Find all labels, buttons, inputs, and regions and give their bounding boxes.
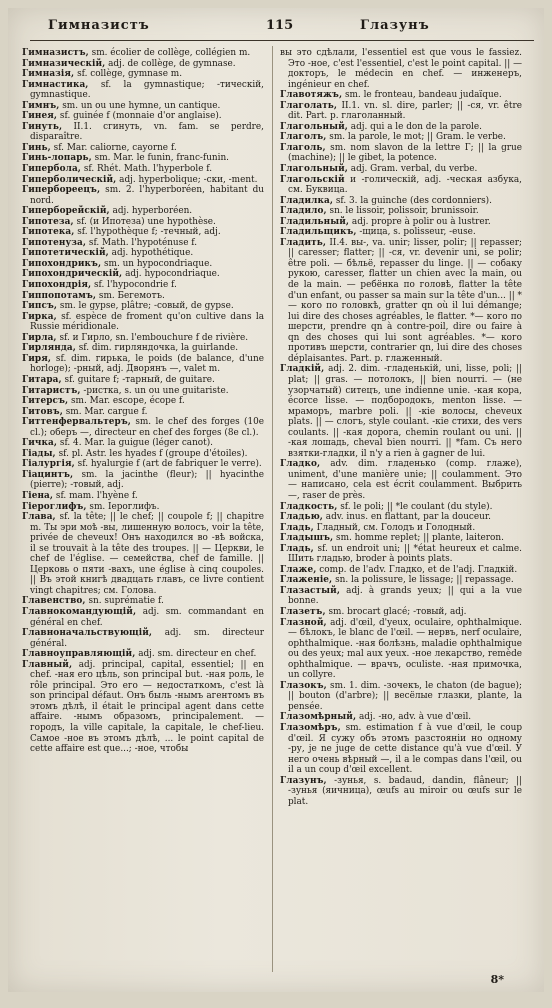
- entry-headword: Глаженіе,: [280, 575, 333, 586]
- entry-headword: Гитара,: [22, 374, 62, 385]
- entry-definition: sf. mam. l'hyène f.: [53, 490, 138, 501]
- dictionary-entry: [280, 565, 522, 576]
- running-header: [8, 18, 544, 40]
- entry-definition: sm. 1. dim. -зочекъ, le chaton (de bague); || bouton (d'arbre); || весёлые глазки, plante, la pensée.: [288, 680, 522, 712]
- entry-definition: sm. Бегемотъ.: [96, 290, 165, 301]
- dictionary-entry: [22, 248, 264, 259]
- entry-headword: Глагольный,: [280, 164, 348, 175]
- entry-headword: Гладильщикъ,: [280, 227, 357, 238]
- entry-definition: sn. le lissoir, polissoir, brunissoir.: [326, 206, 479, 217]
- entry-headword: Гиперболическій,: [22, 174, 117, 185]
- dictionary-entry: [22, 333, 264, 344]
- dictionary-entry: [280, 459, 522, 501]
- entry-headword: Гіероглифъ,: [22, 501, 87, 512]
- entry-headword: Глазной,: [280, 617, 327, 628]
- dictionary-entry: [22, 375, 264, 386]
- dictionary-entry: [280, 607, 522, 618]
- dictionary-entry: [22, 259, 264, 270]
- entry-definition: -ристка, s. un ou une guitariste.: [80, 385, 229, 396]
- entry-headword: Гипотека,: [22, 227, 75, 238]
- entry-headword: Главенство,: [22, 596, 86, 607]
- entry-headword: Глазомѣръ,: [280, 723, 341, 733]
- entry-definition: Гладный, см. Голодъ и Голодный.: [313, 522, 476, 533]
- entry-definition: adj. sm. directeur général.: [30, 628, 264, 649]
- dictionary-entry: [280, 175, 522, 196]
- dictionary-entry: [22, 628, 264, 649]
- entry-headword: Гимнастика,: [22, 79, 89, 90]
- entry-headword: Глазокъ,: [280, 680, 327, 691]
- entry-headword: Глаже,: [280, 564, 317, 575]
- entry-definition: adj. d'œil, d'yeux, oculaire, ophthalmique. — бѣлокъ, le blanc de l'œil. — нервъ, nerf oculaire, ophthalmique. -ная болѣзнь, maladie ophthalmique ou des yeux; mal aux yeux. -ное лекарство, remède ophthalmique. — врачъ, oculiste. -ная примочка, un collyre.: [288, 617, 522, 681]
- entry-headword: Гирла,: [22, 332, 57, 343]
- entry-headword: Гладить,: [280, 237, 327, 248]
- entry-headword: Гинь,: [22, 142, 51, 153]
- entry-headword: Гладкость,: [280, 501, 338, 512]
- entry-headword: Главнокомандующій,: [22, 606, 137, 617]
- entry-definition: sf. la tête; || le chef; || coupole f; || chapitre m. Ты эри моѣ -вы, лишенную волосъ, voir la tête, privée de cheveux! Онъ находился во -вѣ войска, il se trouvait à la tête des troupes. || — Церкви, le chef de l'église. — семейства, chef de famille. || Церковь о пяти -вахъ, une église à cinq coupoles. || Въ этой книгѣ двадцать главъ, ce livre contient vingt chapitres; см. Голова.: [30, 512, 264, 596]
- dictionary-entry: [280, 90, 522, 101]
- dictionary-entry: [280, 575, 522, 586]
- dictionary-entry: [22, 164, 264, 175]
- entry-definition: sf. dim. гирька, le poids (de balance, d'une horloge); -рный, adj. Дворянъ —, valet m.: [30, 353, 264, 375]
- entry-headword: Гинея,: [22, 111, 58, 122]
- entry-definition: sf. le poli; || *le coulant (du style).: [337, 501, 493, 512]
- entry-headword: Гипотеза,: [22, 216, 74, 227]
- dictionary-entry: [280, 48, 522, 90]
- dictionary-entry: [22, 269, 264, 280]
- entry-definition: sm. le chef des forges (10e cl.); оберъ —, directeur en chef des forges (8e cl.).: [30, 417, 264, 438]
- right-column: [280, 48, 522, 807]
- entry-definition: sm. le fronteau, bandeau judaïque.: [342, 90, 502, 101]
- entry-headword: Гимназистъ,: [22, 48, 89, 58]
- dictionary-entry: [22, 59, 264, 70]
- entry-headword: Гиппопотамъ,: [22, 290, 97, 301]
- entry-headword: Гипохондрикъ,: [22, 258, 102, 269]
- dictionary-entry: [22, 301, 264, 312]
- entry-headword: Гіалургія,: [22, 459, 75, 470]
- entry-definition: sf. Math. l'hypoténuse f.: [86, 237, 198, 248]
- entry-definition: sm. Mar. escope, écope f.: [68, 396, 185, 407]
- entry-definition: comp. de l'adv. Гладко, et de l'adj. Гладкій.: [316, 564, 518, 575]
- dictionary-entry: [22, 238, 264, 249]
- dictionary-entry: [280, 143, 522, 164]
- dictionary-entry: [280, 712, 522, 723]
- entry-headword: Глазунъ,: [280, 775, 327, 786]
- entry-definition: sm. Mar. cargue f.: [62, 406, 148, 417]
- entry-definition: sm. la parole, le mot; || Gram. le verbe.: [326, 132, 506, 143]
- entry-definition: и -голическій, adj. -ческая азбука, см. Буквица.: [288, 174, 522, 196]
- entry-definition: II.1. vn. sl. dire, parler; || -ся, vr. être dit. Part. p. глаголанный.: [288, 100, 522, 122]
- entry-definition: sf. l'hypothèque f; -течный, adj.: [74, 227, 221, 238]
- entry-definition: sm. brocart glacé; -товый, adj.: [325, 606, 467, 617]
- dictionary-entry: [280, 533, 522, 544]
- entry-headword: Глагольный,: [280, 121, 348, 132]
- dictionary-entry: [280, 586, 522, 607]
- entry-definition: sm. la jacinthe (fleur); || hyacinthe (pierre); -товый, adj.: [30, 469, 264, 491]
- entry-headword: Гладилка,: [280, 195, 334, 206]
- dictionary-entry: [22, 660, 264, 755]
- dictionary-entry: [22, 491, 264, 502]
- entry-definition: sm. un ou une hymne, un cantique.: [59, 100, 221, 111]
- entry-definition: adj. hyperboréen.: [109, 206, 193, 217]
- dictionary-entry: [280, 544, 522, 565]
- entry-headword: Главотяжъ,: [280, 90, 343, 101]
- entry-headword: Гиперборейскій,: [22, 206, 110, 217]
- entry-headword: Главноначальствующій,: [22, 628, 153, 639]
- dictionary-entry: [22, 143, 264, 154]
- entry-definition: sf. Mar. caliorne, cayorne f.: [50, 142, 177, 153]
- dictionary-entry: [280, 502, 522, 513]
- entry-definition: sm. Mar. le funin, franc-funin.: [91, 153, 229, 164]
- entry-headword: Глаголъ,: [280, 132, 327, 143]
- dictionary-entry: [22, 111, 264, 122]
- entry-definition: sf. Rhét. Math. l'hyperbole f.: [81, 164, 213, 175]
- dictionary-entry: [280, 122, 522, 133]
- entry-headword: Гирка,: [22, 311, 57, 322]
- entry-headword: Гладь,: [280, 543, 314, 554]
- dictionary-entry: [22, 175, 264, 186]
- entry-definition: -зунья, s. badaud, dandin, flâneur; || -зунья (яичница), œufs au miroir ou œufs sur le plat.: [288, 775, 522, 807]
- dictionary-entry: [22, 80, 264, 101]
- entry-definition: sm. nom slavon de la lettre Г; || la grue (machine); || le gibet, la potence.: [288, 142, 522, 164]
- entry-headword: Глазетъ,: [280, 606, 326, 617]
- entry-definition: adj. de collège, de gymnase.: [105, 58, 236, 69]
- dictionary-entry: [22, 354, 264, 375]
- entry-headword: Гитаристъ,: [22, 385, 81, 396]
- entry-definition: sf. и Гирло, sn. l'embouchure f de rivière.: [56, 332, 249, 343]
- entry-definition: sm. le gypse, plâtre; -совый, de gypse.: [57, 301, 234, 312]
- entry-headword: Гитовъ,: [22, 406, 63, 417]
- dictionary-entry: [22, 227, 264, 238]
- entry-definition: sm. un hypocondriaque.: [101, 258, 213, 269]
- entry-definition: adj. sm. directeur en chef.: [135, 649, 257, 660]
- dictionary-entry: [280, 164, 522, 175]
- dictionary-entry: [280, 776, 522, 808]
- entry-headword: Гипербореецъ,: [22, 185, 101, 196]
- entry-headword: Гладь,: [280, 522, 314, 533]
- entry-definition: adj. 2. dim. -гладенькій, uni, lisse, poli; || plat; || gras. — потолокъ, || bien nourri. — (не узорчатый) ситецъ, une indienne unie. -кая кора, écorce lisse. — подбородокъ, menton lisse. — мраморъ, marbre poli. || -кіе волосы, cheveux plats. || — слогъ, style coulant. -кіе стихи, des vers coulants. || -кая дорога, chemin roulant ou uni. || -кая лошадь, cheval bien nourri. || *fam. Съ него взятки-гладки, il n'y a rien à gagner de lui.: [288, 364, 522, 459]
- dictionary-entry: [280, 618, 522, 681]
- entry-definition: sm. estimation f à vue d'œil, le coup d'œil. Я сужу объ этомъ разстояніи но одному -ру, je ne juge de cette distance qu'à vue d'œil. У него очень вѣрный —, il a le compas dans l'œil, ou il a un coup d'œil excellent.: [288, 723, 522, 776]
- dictionary-entry: [22, 280, 264, 291]
- dictionary-entry: [22, 291, 264, 302]
- entry-definition: sn. la polissure, le lissage; || repassage.: [332, 575, 514, 586]
- header-left-guideword: Гимназистъ: [48, 18, 150, 33]
- entry-headword: Глазомѣрный,: [280, 712, 357, 723]
- entry-headword: Гипотетическій,: [22, 248, 109, 259]
- entry-definition: sf. dim. гирляндочка, la guirlande.: [75, 343, 239, 354]
- page-number: 115: [266, 18, 294, 33]
- entry-definition: -щица, s. polisseur, -euse.: [356, 227, 476, 238]
- dictionary-entry: [280, 238, 522, 365]
- entry-definition: adv. inus. en flattant, par la douceur.: [322, 512, 491, 523]
- entry-headword: Глава,: [22, 512, 56, 523]
- dictionary-entry: [22, 438, 264, 449]
- entry-headword: Гипохондрія,: [22, 280, 92, 291]
- entry-definition: sf. (и Ипотеза) une hypothèse.: [73, 216, 216, 227]
- entry-headword: Глаголь,: [280, 142, 326, 153]
- dictionary-entry: [280, 227, 522, 238]
- dictionary-entry: [22, 512, 264, 596]
- entry-definition: adj. à grands yeux; || qui a la vue bonne.: [288, 585, 522, 607]
- entry-definition: sm. homme replet; || plante, laiteron.: [333, 533, 504, 544]
- entry-headword: Глагольскій: [280, 174, 345, 185]
- dictionary-page: [8, 8, 544, 992]
- entry-definition: sf. 3. la guinche (des cordonniers).: [333, 195, 492, 206]
- signature-mark: 8*: [490, 973, 504, 986]
- entry-definition: sf. l'hypocondrie f.: [91, 280, 177, 291]
- entry-headword: Гладко,: [280, 459, 321, 470]
- entry-definition: adj. principal, capital, essentiel; || en chef. -ная его цѣль, son principal but. -ная роль, le rôle principal. Это его — недостаткомъ, c'est là son principal défaut. Онъ быль -нымъ агентомъ въ этомъ дѣлѣ, il était le principal agent dans cette affaire. -нымъ образомъ, principalement. — городъ, la ville capitale, la capitale, le chef-lieu. Самое -ное въ этомъ дѣлѣ, ... le point capital de cette affaire est que...; -ное, чтобы: [30, 659, 264, 755]
- dictionary-entry: [22, 69, 264, 80]
- entry-headword: Главноуправляющій,: [22, 649, 136, 660]
- dictionary-entry: [280, 132, 522, 143]
- entry-headword: Гладышъ,: [280, 533, 334, 544]
- entry-headword: Гимнъ,: [22, 100, 60, 111]
- entry-definition: sf. guinée f (monnaie d'or anglaise).: [57, 111, 222, 122]
- entry-definition: sf. espèce de froment qu'on cultive dans la Russie méridionale.: [30, 311, 264, 333]
- entry-definition: вы это сдѣлали, l'essentiel est que vous le fassiez. Это -ное, c'est l'essentiel, c'est le point capital. || — докторъ, le médecin en chef. — инженеръ, ingénieur en chef.: [280, 48, 522, 90]
- entry-definition: adj. sm. commandant en général en chef.: [30, 606, 264, 628]
- dictionary-entry: [22, 407, 264, 418]
- entry-definition: adj. -но, adv. à vue d'œil.: [356, 712, 472, 723]
- entry-definition: sf. pl. Astr. les hyades f (groupe d'étoiles).: [55, 448, 248, 459]
- dictionary-entry: [22, 122, 264, 143]
- dictionary-entry: [22, 101, 264, 112]
- dictionary-entry: [22, 217, 264, 228]
- dictionary-entry: [22, 386, 264, 397]
- entry-definition: adj. qui a le don de la parole.: [347, 121, 482, 132]
- entry-definition: sf. guitare f; -тарный, de guitare.: [61, 374, 215, 385]
- dictionary-entry: [280, 523, 522, 534]
- dictionary-entry: [22, 649, 264, 660]
- dictionary-entry: [22, 607, 264, 628]
- entry-headword: Гичка,: [22, 438, 58, 449]
- entry-headword: Гіена,: [22, 490, 54, 501]
- dictionary-entry: [22, 312, 264, 333]
- entry-definition: sm. 2. l'hyperboréen, habitant du nord.: [30, 185, 264, 206]
- dictionary-entry: [22, 417, 264, 438]
- entry-headword: Гитерсъ,: [22, 396, 69, 407]
- entry-definition: sf. un endroit uni; || *état heureux et calme. Шить гладью, broder à points plats.: [288, 543, 522, 565]
- dictionary-entry: [280, 206, 522, 217]
- dictionary-entry: [22, 48, 264, 59]
- entry-headword: Главный,: [22, 659, 73, 670]
- entry-headword: Глазастый,: [280, 585, 341, 596]
- dictionary-entry: [22, 459, 264, 470]
- column-divider: [272, 46, 273, 972]
- entry-headword: Гипохондрическій,: [22, 269, 123, 280]
- header-rule: [30, 40, 534, 41]
- entry-headword: Гипсъ,: [22, 301, 58, 312]
- entry-headword: Гладило,: [280, 206, 327, 217]
- entry-definition: sm. Іероглифъ.: [86, 501, 160, 512]
- dictionary-entry: [22, 502, 264, 513]
- entry-headword: Гинь-лопарь,: [22, 153, 92, 164]
- entry-headword: Гипербола,: [22, 164, 81, 175]
- entry-headword: Гладильный,: [280, 216, 350, 227]
- dictionary-entry: [280, 196, 522, 207]
- entry-headword: Гипотенуза,: [22, 237, 87, 248]
- entry-headword: Гиря,: [22, 353, 52, 364]
- dictionary-entry: [280, 681, 522, 713]
- entry-headword: Гимназія,: [22, 69, 75, 80]
- header-right-guideword: Глазунъ: [360, 18, 430, 33]
- dictionary-entry: [280, 217, 522, 228]
- dictionary-entry: [22, 470, 264, 491]
- dictionary-entry: [22, 396, 264, 407]
- entry-headword: Гиттенфервальтеръ,: [22, 417, 131, 428]
- entry-definition: sf. la gymnastique; -тическій, gymnastique.: [30, 79, 264, 101]
- entry-definition: adj. hypothétique.: [108, 248, 194, 259]
- entry-definition: sm. écolier de collège, collégien m.: [88, 48, 251, 58]
- entry-headword: Гладью,: [280, 512, 323, 523]
- entry-definition: sf. 4. Mar. la guigue (léger canot).: [57, 438, 214, 449]
- entry-headword: Гинуть,: [22, 121, 63, 132]
- dictionary-entry: [280, 364, 522, 459]
- dictionary-entry: [22, 449, 264, 460]
- entry-definition: sf. collège, gymnase m.: [74, 69, 183, 80]
- entry-definition: adj. hypocondriaque.: [122, 269, 220, 280]
- entry-definition: II.4. вы-, va. unir; lisser, polir; || repasser; || caresser; flatter; || -ся, vr. devenir uni, se polir; être poli. — бѣльё, repasser du linge. || — собаку рукою, caresser, flatter un chien avec la main, ou de la main. — ребёнка по головѣ, flatter la tête d'un enfant, ou passer sa main sur la tête d'un... || *— кого по головкѣ, gratter qn où il lui démange; lui dire des choses agréables, le flatter. *— кого по шерсти, prendre qn à contre-poil, dire ou faire à qn des choses qui lui sont agréables. *— кого противъ шерсти, contrarier qn, lui dire des choses déplaisantes. Part. p. глаженный.: [288, 237, 522, 364]
- entry-definition: adj. Gram. verbal, du verbe.: [347, 164, 478, 175]
- entry-headword: Гирлянда,: [22, 343, 76, 354]
- entry-definition: adv. dim. гладенько (comp. глаже), uniment, d'une manière unie; || coulamment. Это — написано, cela est écrit coulamment. Выбрить —, raser de près.: [288, 459, 522, 501]
- entry-definition: II.1. сгинуть, vn. fam. se perdre, disparaître.: [30, 121, 264, 143]
- entry-headword: Гимназическій,: [22, 58, 106, 69]
- dictionary-entry: [22, 343, 264, 354]
- entry-headword: Глаголать,: [280, 100, 338, 111]
- entry-definition: adj. propre à polir ou à lustrer.: [349, 216, 491, 227]
- entry-definition: sf. hyalurgie f (art de fabriquer le verre).: [74, 459, 262, 470]
- dictionary-entry: [280, 101, 522, 122]
- entry-definition: sn. suprématie f.: [85, 596, 164, 607]
- dictionary-entry: [280, 512, 522, 523]
- dictionary-entry: [280, 723, 522, 776]
- entry-headword: Гладкій,: [280, 364, 325, 375]
- dictionary-entry: [22, 596, 264, 607]
- entry-definition: adj. hyperbolique; -ски, -ment.: [116, 174, 258, 185]
- dictionary-entry: [22, 153, 264, 164]
- dictionary-entry: [22, 185, 264, 206]
- entry-headword: Гіады,: [22, 448, 56, 459]
- dictionary-entry: [22, 206, 264, 217]
- left-column: [22, 48, 264, 755]
- entry-headword: Гіацинтъ,: [22, 469, 74, 480]
